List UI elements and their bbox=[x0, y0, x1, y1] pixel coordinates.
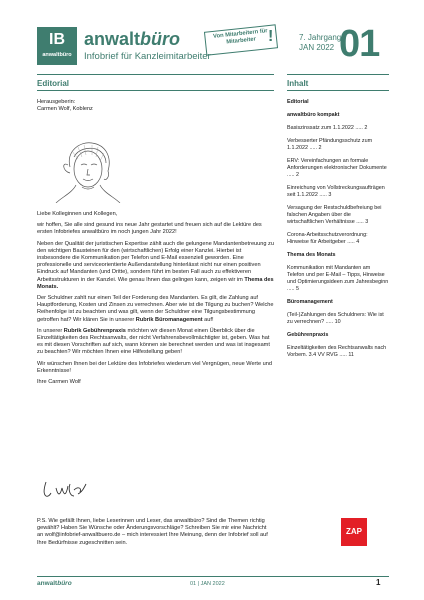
editorial-top-rule bbox=[37, 74, 274, 75]
toc-item-text: Basiszinssatz zum 1.1.2022 bbox=[287, 125, 354, 131]
toc-item-page: 3 bbox=[365, 219, 369, 225]
footer-brand: anwaltbüro bbox=[37, 580, 72, 587]
inhalt-rule bbox=[287, 90, 389, 91]
toc-item-text: Versagung der Restschuldbefreiung bei falschen Angaben über die wirtschaftlichen Verhältnisse bbox=[287, 205, 382, 225]
toc-item-text: Einreichung von Vollstreckungsaufträgen seit 1.1.2022 bbox=[287, 185, 385, 198]
toc-item-page: 2 bbox=[318, 145, 322, 151]
toc-item-page: 4 bbox=[356, 239, 360, 245]
ib-logo-text: IB bbox=[49, 31, 65, 48]
editorial-p1: wir hoffen, Sie alle sind gesund ins neue Jahr gestartet und freuen sich auf die Lektüre des ersten Infobriefes anwaltbüro im noch jungen Jahr 2022! bbox=[37, 222, 262, 236]
toc-item-text: Corona-Arbeitsschutzverordnung: Hinweise für Arbeitgeber bbox=[287, 232, 368, 245]
editorial-heading: Editorial bbox=[37, 79, 70, 88]
editorial-p2: Neben der Qualität der juristischen Expertise zählt auch die gelungene Mandantenbetreuung zu den wichtigen Bausteinen für den (wirtschaftlichen) Erfolg einer Kanzlei. Hierbei ist insbesondere die Kommunikation per Telefon und E-Mail essenziell geworden. Eine professionelle und serviceorientierte Außendarstellung hinterlässt nicht nur einen positiven Eindruck auf Mandanten (und Dritte), sondern führt im besten Fall auch zu effektiveren Arbeitsstrukturen in der Kanzlei. Wie genau Ihnen das gelingen kann, zeigen wir im Thema des Monats. bbox=[37, 240, 274, 290]
signature-line: Ihre Carmen Wolf bbox=[37, 379, 81, 386]
footer-issue: 01 | JAN 2022 bbox=[190, 581, 225, 587]
toc-item-page: 2 bbox=[364, 125, 368, 131]
toc-item[interactable] bbox=[287, 185, 389, 199]
portrait-image bbox=[48, 137, 124, 203]
issue-meta bbox=[299, 33, 341, 53]
stamp: Von Mitarbeitern für Mitarbeiter bbox=[204, 24, 278, 55]
toc-item[interactable] bbox=[287, 312, 389, 326]
zap-logo: ZAP bbox=[341, 518, 367, 546]
toc-item-text: Einzeltätigkeiten des Rechtsanwalts nach Vorbem. 3.4 VV RVG bbox=[287, 345, 387, 358]
toc-item-page: 3 bbox=[328, 192, 332, 198]
toc-item[interactable] bbox=[287, 265, 389, 293]
toc-leader: ..... bbox=[337, 352, 349, 358]
brand-title: anwaltbüro bbox=[84, 29, 181, 49]
jahrgang: 7. Jahrgang bbox=[299, 33, 342, 42]
toc-item-page: 11 bbox=[348, 352, 354, 358]
publisher-label: Herausgeberin: bbox=[37, 99, 76, 105]
toc-item-page: 10 bbox=[334, 319, 341, 325]
toc-item-text: ERV: Vereinfachungen an formale Anforderungen elektronischer Dokumente bbox=[287, 158, 387, 171]
greeting: Liebe Kolleginnen und Kollegen, bbox=[37, 211, 118, 217]
toc-item-page: 2 bbox=[296, 172, 299, 178]
editorial-ps: P.S. Wie gefällt Ihnen, liebe Leserinnen und Leser, das anwaltbüro? Sind die Themen richtig gewählt? Haben Sie Wünsche oder Änderungsvorschläge? Schreiben Sie mir eine Nachricht an wolf@infobrief-anwaltbuero.de – mich interessiert Ihre Meinung, denn der Infobrief soll auf Ihre Bedürfnisse zugeschnitten sein. bbox=[37, 518, 268, 546]
toc-leader: ..... bbox=[287, 286, 296, 292]
tagline: Infobrief für Kanzleimitarbeiter bbox=[84, 51, 211, 62]
toc-item[interactable] bbox=[287, 138, 389, 152]
toc-item[interactable] bbox=[287, 158, 389, 179]
toc-leader: ..... bbox=[353, 125, 365, 131]
toc-section-title: Editorial bbox=[287, 99, 309, 105]
page-number: 1 bbox=[376, 578, 381, 587]
toc-section-title: Büromanagement bbox=[287, 299, 333, 305]
inhalt-top-rule bbox=[287, 74, 389, 75]
toc-leader: ..... bbox=[317, 192, 329, 198]
editorial-p5: Wir wünschen Ihnen bei der Lektüre des Infobriefes wiederum viel Vergnügen, neue Werte und Erkenntnisse! bbox=[37, 360, 272, 374]
editorial-p4: In unserer Rubrik Gebührenpraxis möchten wir diesen Monat einen Überblick über die Einzeltätigkeiten des Rechtsanwalts, der nicht Verfahrensbevollmächtigter ist, geben. Was hat es mit diesen Vorschriften auf sich, wann können sie berechnet werden und was ist insgesamt zu beachten? Wir möchten Ihnen eine Hilfestellung geben! bbox=[37, 327, 270, 356]
inhalt-heading: Inhalt bbox=[287, 79, 309, 88]
issue-date: JAN 2022 bbox=[299, 43, 335, 52]
toc-item-page: 5 bbox=[296, 286, 299, 292]
issue-number: 01 bbox=[339, 23, 380, 65]
toc-section-title: anwaltbüro kompakt bbox=[287, 112, 340, 118]
signature-image bbox=[40, 478, 90, 502]
toc-item-text: Verbesserter Pfändungsschutz zum 1.1.2022 bbox=[287, 138, 373, 151]
toc-leader: ..... bbox=[307, 145, 319, 151]
stamp-exclamation: ! bbox=[268, 28, 274, 45]
toc-section-title: Gebührenpraxis bbox=[287, 332, 329, 338]
toc-item[interactable] bbox=[287, 205, 389, 226]
toc-item-text: Kommunikation mit Mandanten am Telefon und per E-Mail – Tipps, Hinweise und Optimierungsideen zum Jahresbeginn bbox=[287, 265, 389, 285]
ib-logo-subtext: anwaltbüro bbox=[42, 52, 72, 58]
toc-item-text: (Teil-)Zahlungen des Schuldners: Wie ist zu verrechnen? bbox=[287, 312, 384, 325]
toc-item[interactable] bbox=[287, 232, 389, 246]
toc-item[interactable] bbox=[287, 125, 389, 132]
editorial-body bbox=[37, 211, 274, 390]
footer-rule bbox=[37, 576, 389, 577]
table-of-contents bbox=[287, 99, 389, 365]
ib-logo bbox=[37, 27, 77, 65]
toc-leader: ..... bbox=[354, 219, 366, 225]
editorial-rule bbox=[37, 90, 274, 91]
toc-section-title: Thema des Monats bbox=[287, 252, 336, 258]
publisher bbox=[37, 99, 274, 113]
editorial-p3: Der Schuldner zahlt nur einen Teil der Forderung des Mandanten. Es gilt, die Zahlung auf Hauptforderung, Kosten und Zinsen zu verrechnen. Aber wie ist die Tilgung zu buchen? Welche Reihenfolge ist zu beachten und was gilt, wenn der Schuldner eine Tilgungsbestimmung getroffen hat? Wir klären Sie in unserer Rubrik Büromanagement auf! bbox=[37, 295, 274, 323]
toc-leader: ..... bbox=[324, 319, 335, 325]
toc-leader: ..... bbox=[345, 239, 357, 245]
toc-leader: ..... bbox=[287, 172, 296, 178]
publisher-name: Carmen Wolf, Koblenz bbox=[37, 106, 93, 113]
toc-item[interactable] bbox=[287, 345, 389, 359]
